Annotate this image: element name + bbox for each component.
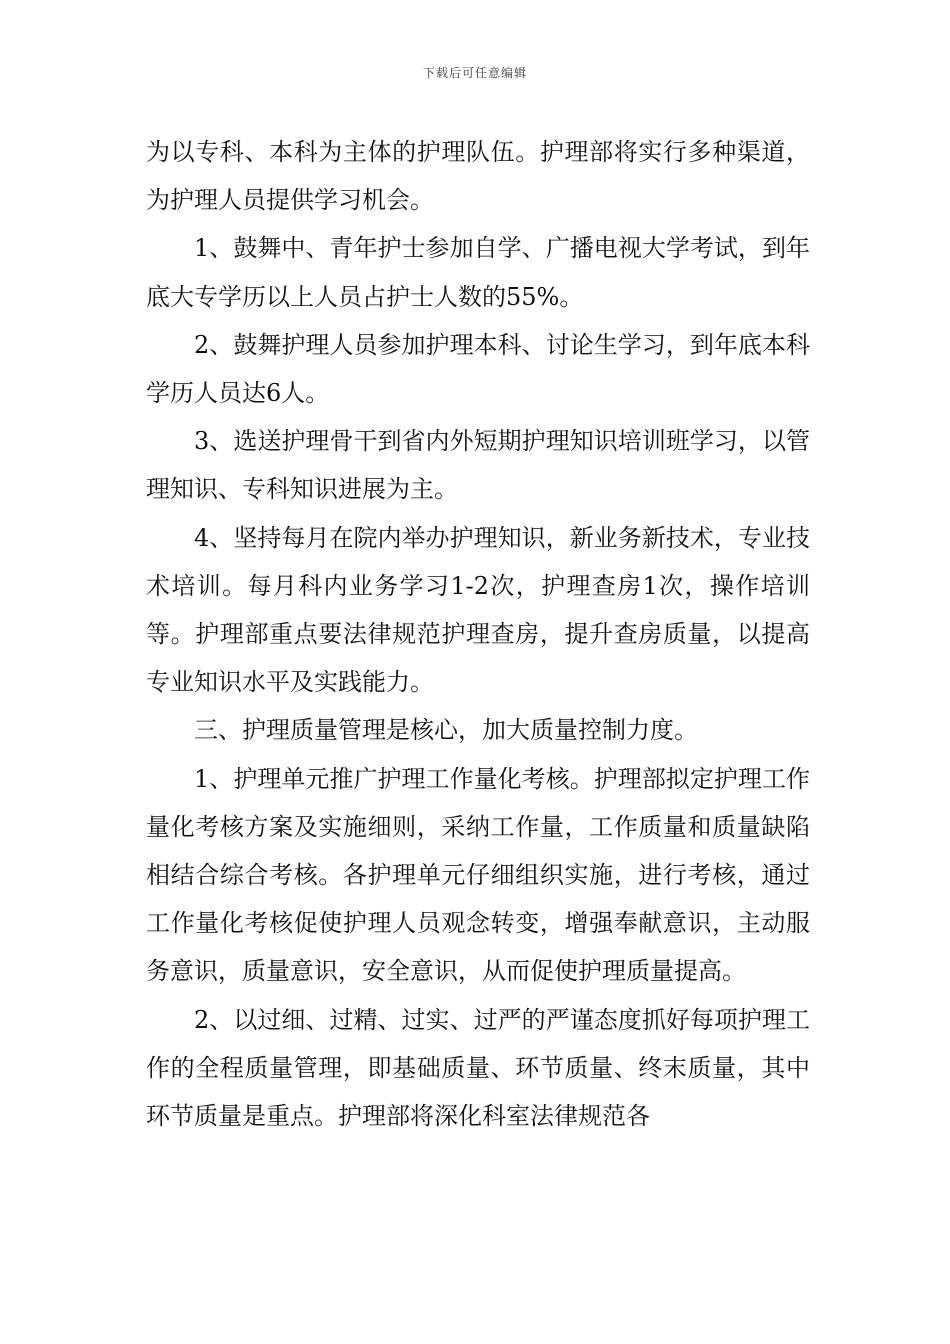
paragraph-item-4: 4、坚持每月在院内举办护理知识，新业务新技术，专业技术培训。每月科内业务学习1-2次，护理查房1次，操作培训等。护理部重点要法律规范护理查房，提升查房质量，以提高专业知识水平及实践能力。 [146, 523, 810, 697]
paragraph-continuation: 为以专科、本科为主体的护理队伍。护理部将实行多种渠道，为护理人员提供学习机会。 [146, 138, 810, 215]
paragraph-item-1: 1、鼓舞中、青年护士参加自学、广播电视大学考试，到年底大专学历以上人员占护士人数的55%。 [146, 234, 810, 311]
document-body [146, 128, 810, 1140]
paragraph-section3-item-1: 1、护理单元推广护理工作量化考核。护理部拟定护理工作量化考核方案及实施细则，采纳工作量，工作质量和质量缺陷相结合综合考核。各护理单元仔细组织实施，进行考核，通过工作量化考核促使护理人员观念转变，增强奉献意识，主动服务意识，质量意识，安全意识，从而促使护理质量提高。 [146, 764, 810, 986]
paragraph-item-2: 2、鼓舞护理人员参加护理本科、讨论生学习，到年底本科学历人员达6人。 [146, 330, 810, 408]
page-header: 下载后可任意编辑 [422, 66, 527, 80]
paragraph-section3-item-2: 2、以过细、过精、过实、过严的严谨态度抓好每项护理工作的全程质量管理，即基础质量、环节质量、终末质量，其中环节质量是重点。护理部将深化科室法律规范各 [146, 1005, 810, 1131]
paragraph-item-3: 3、选送护理骨干到省内外短期护理知识培训班学习，以管理知识、专科知识进展为主。 [146, 427, 810, 504]
section-heading-3: 三、护理质量管理是核心，加大质量控制力度。 [194, 716, 698, 745]
